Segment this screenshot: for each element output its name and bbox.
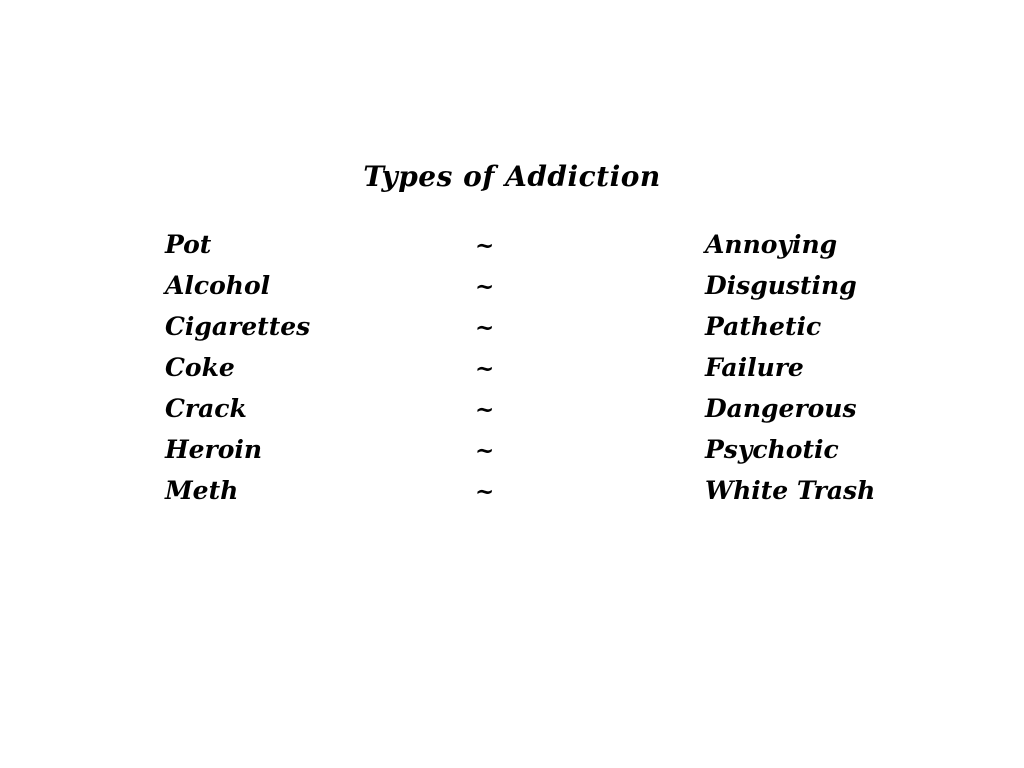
separator-tilde: ~ [475,232,495,259]
substance-label: Cigarettes [165,312,311,341]
list-item [165,478,925,519]
list-item [165,355,925,396]
addiction-list [165,232,925,519]
list-item [165,437,925,478]
separator-tilde: ~ [475,273,495,300]
substance-label: Crack [165,394,247,423]
list-item [165,314,925,355]
separator-tilde: ~ [475,478,495,505]
trait-label: Pathetic [705,312,822,341]
substance-label: Pot [165,230,212,259]
separator-tilde: ~ [475,396,495,423]
substance-label: Meth [165,476,239,505]
trait-label: Annoying [705,230,838,259]
trait-label: Psychotic [705,435,839,464]
list-item [165,396,925,437]
list-item [165,232,925,273]
separator-tilde: ~ [475,355,495,382]
trait-label: Failure [705,353,804,382]
separator-tilde: ~ [475,437,495,464]
list-item [165,273,925,314]
trait-label: White Trash [705,476,876,505]
separator-tilde: ~ [475,314,495,341]
substance-label: Coke [165,353,235,382]
trait-label: Disgusting [705,271,857,300]
substance-label: Alcohol [165,271,271,300]
substance-label: Heroin [165,435,263,464]
trait-label: Dangerous [705,394,857,423]
page-title: Types of Addiction [363,160,661,193]
